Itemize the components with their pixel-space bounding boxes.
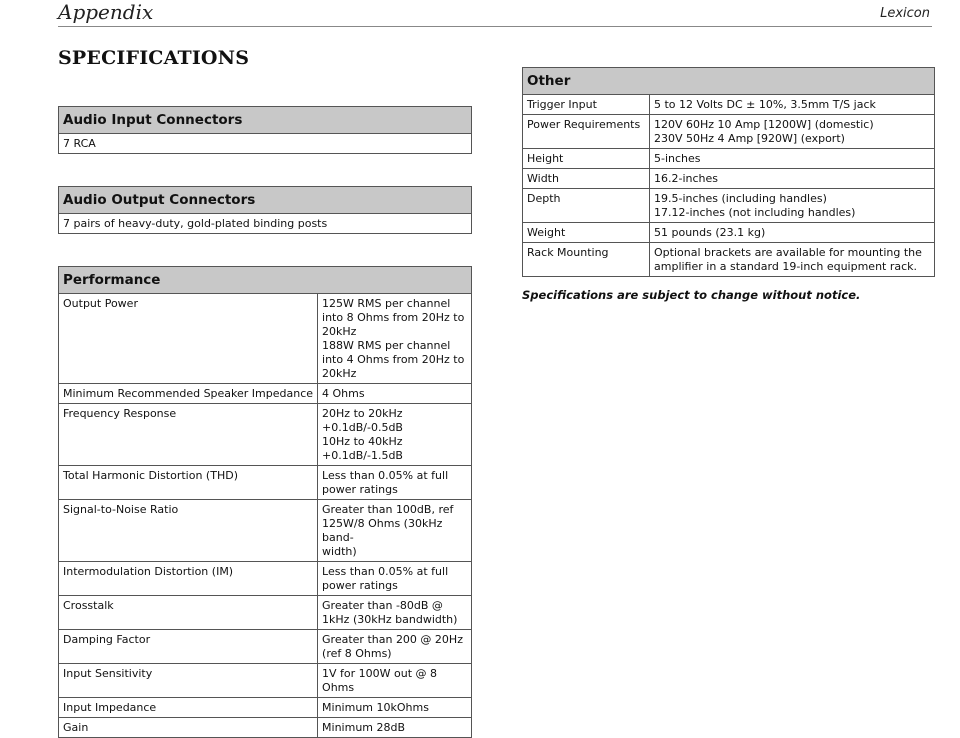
spec-row: [523, 149, 935, 169]
spec-value: Less than 0.05% at full power ratings: [318, 466, 472, 500]
spec-value: 1V for 100W out @ 8 Ohms: [318, 664, 472, 698]
spec-label: Height: [523, 149, 650, 169]
spec-label: Width: [523, 169, 650, 189]
spec-row: [523, 95, 935, 115]
spec-value: 5 to 12 Volts DC ± 10%, 3.5mm T/S jack: [650, 95, 935, 115]
spec-value: Greater than -80dB @ 1kHz (30kHz bandwidth): [318, 596, 472, 630]
spec-value: 125W RMS per channel into 8 Ohms from 20Hz to 20kHz 188W RMS per channel into 4 Ohms from 20Hz to 20kHz: [318, 294, 472, 384]
spec-label: Damping Factor: [59, 630, 318, 664]
spec-label: Minimum Recommended Speaker Impedance: [59, 384, 318, 404]
spec-row: [59, 500, 472, 562]
spec-label: Weight: [523, 223, 650, 243]
spec-row: [523, 243, 935, 277]
spec-label: Input Impedance: [59, 698, 318, 718]
spec-value: 16.2-inches: [650, 169, 935, 189]
spec-value: 51 pounds (23.1 kg): [650, 223, 935, 243]
spec-label: Crosstalk: [59, 596, 318, 630]
spec-label: Depth: [523, 189, 650, 223]
page-title: SPECIFICATIONS: [58, 47, 250, 69]
spec-row: [59, 404, 472, 466]
spec-label: Signal-to-Noise Ratio: [59, 500, 318, 562]
audio-output-value: 7 pairs of heavy-duty, gold-plated binding posts: [59, 214, 472, 234]
spec-value: Minimum 28dB: [318, 718, 472, 738]
audio-input-value: 7 RCA: [59, 134, 472, 154]
spec-row: [523, 115, 935, 149]
spec-label: Output Power: [59, 294, 318, 384]
audio-input-table: [58, 106, 472, 154]
spec-row: [59, 562, 472, 596]
disclaimer-note: Specifications are subject to change without notice.: [522, 288, 861, 302]
spec-label: Rack Mounting: [523, 243, 650, 277]
spec-value: 20Hz to 20kHz +0.1dB/-0.5dB 10Hz to 40kHz +0.1dB/-1.5dB: [318, 404, 472, 466]
spec-row: [523, 223, 935, 243]
spec-value: 5-inches: [650, 149, 935, 169]
spec-row: [59, 664, 472, 698]
spec-value: Greater than 200 @ 20Hz (ref 8 Ohms): [318, 630, 472, 664]
spec-row: [59, 698, 472, 718]
spec-label: Intermodulation Distortion (IM): [59, 562, 318, 596]
section-title: Appendix: [58, 0, 154, 24]
brand-name: Lexicon: [880, 6, 930, 21]
spec-row: [59, 630, 472, 664]
audio-output-heading: Audio Output Connectors: [59, 187, 472, 214]
spec-row: [59, 384, 472, 404]
other-heading: Other: [523, 68, 935, 95]
spec-label: Total Harmonic Distortion (THD): [59, 466, 318, 500]
spec-label: Frequency Response: [59, 404, 318, 466]
performance-heading: Performance: [59, 267, 472, 294]
spec-label: Gain: [59, 718, 318, 738]
spec-value: Less than 0.05% at full power ratings: [318, 562, 472, 596]
spec-row: [59, 466, 472, 500]
spec-label: Power Requirements: [523, 115, 650, 149]
spec-label: Trigger Input: [523, 95, 650, 115]
spec-value: Optional brackets are available for mounting the amplifier in a standard 19-inch equipment rack.: [650, 243, 935, 277]
spec-label: Input Sensitivity: [59, 664, 318, 698]
spec-value: Greater than 100dB, ref 125W/8 Ohms (30kHz band- width): [318, 500, 472, 562]
spec-row: [59, 718, 472, 738]
page-header: [58, 0, 932, 27]
spec-value: 4 Ohms: [318, 384, 472, 404]
spec-value: 120V 60Hz 10 Amp [1200W] (domestic) 230V 50Hz 4 Amp [920W] (export): [650, 115, 935, 149]
spec-value: Minimum 10kOhms: [318, 698, 472, 718]
performance-table: [58, 266, 472, 738]
spec-row: [59, 294, 472, 384]
spec-row: [59, 596, 472, 630]
spec-value: 19.5-inches (including handles) 17.12-inches (not including handles): [650, 189, 935, 223]
audio-output-table: [58, 186, 472, 234]
spec-row: [523, 189, 935, 223]
audio-input-heading: Audio Input Connectors: [59, 107, 472, 134]
other-table: [522, 67, 935, 277]
spec-row: [523, 169, 935, 189]
